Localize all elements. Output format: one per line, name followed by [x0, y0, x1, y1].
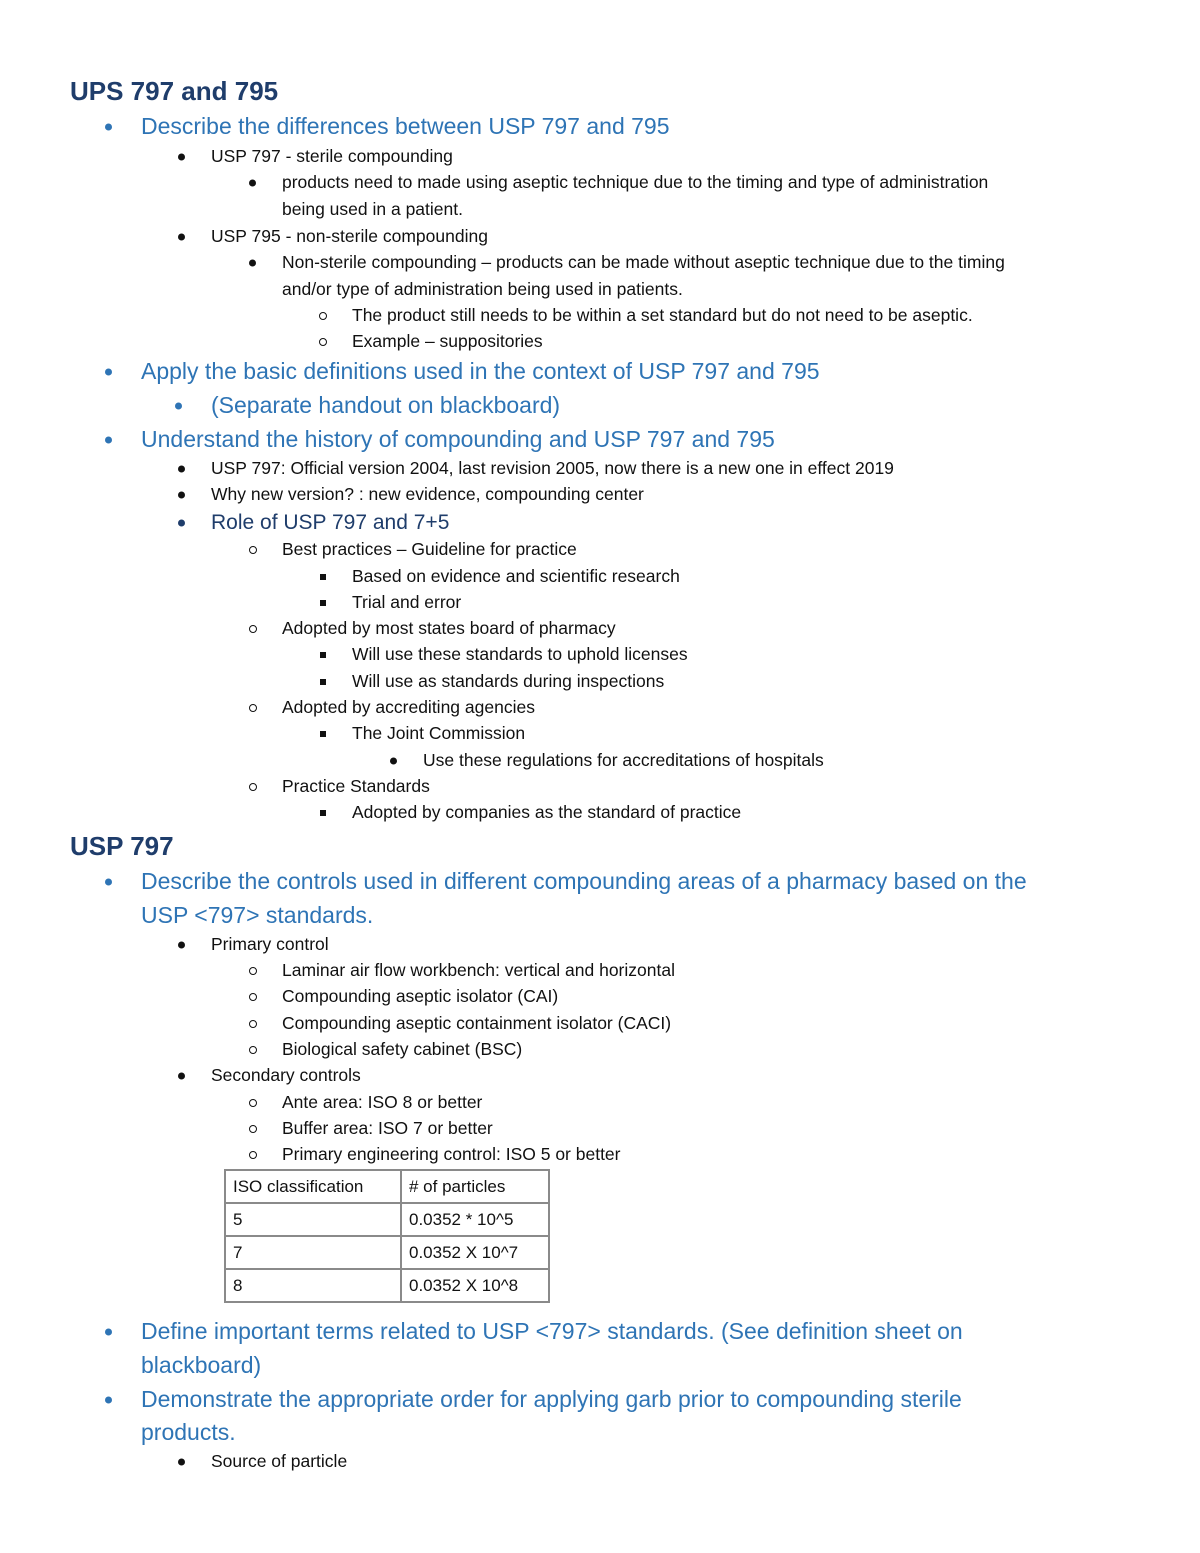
- list-item: USP 797: Official version 2004, last revision 2005, now there is a new one in effect 2019: [211, 460, 894, 478]
- list-item: (Separate handout on blackboard): [211, 394, 560, 417]
- bullet-icon: [105, 123, 112, 130]
- bullet-icon: [178, 941, 185, 948]
- bullet-icon: [249, 1099, 257, 1107]
- bullet-icon: [249, 1020, 257, 1028]
- objective-history: Understand the history of compounding and USP 797 and 795: [141, 428, 775, 451]
- bullet-icon: [319, 312, 327, 320]
- table-header-cell: ISO classification: [225, 1170, 401, 1203]
- objective-define-terms: Define important terms related to USP <797> standards. (See definition sheet on: [141, 1320, 963, 1343]
- objective-continuation: USP <797> standards.: [141, 902, 374, 928]
- list-item-continuation: being used in a patient.: [282, 199, 463, 219]
- list-item: Compounding aseptic isolator (CAI): [282, 988, 558, 1006]
- list-item: Trial and error: [352, 594, 461, 612]
- list-item: The Joint Commission: [352, 725, 525, 743]
- bullet-icon: [105, 1328, 112, 1335]
- list-item: Adopted by accrediting agencies: [282, 699, 535, 717]
- list-item: Non-sterile compounding – products can be made without aseptic technique due to the timing: [282, 254, 1005, 272]
- table-cell: 8: [225, 1269, 401, 1302]
- bullet-icon: [105, 878, 112, 885]
- list-item: products need to made using aseptic technique due to the timing and type of administration: [282, 174, 988, 192]
- bullet-icon: [178, 519, 185, 526]
- table-cell: 7: [225, 1236, 401, 1269]
- bullet-icon: [390, 757, 397, 764]
- section-heading-usp-797: USP 797: [70, 831, 174, 861]
- bullet-icon: [320, 652, 326, 658]
- table-cell: 0.0352 X 10^7: [401, 1236, 549, 1269]
- list-item: Practice Standards: [282, 778, 430, 796]
- list-item: USP 797 - sterile compounding: [211, 148, 453, 166]
- table-cell: 5: [225, 1203, 401, 1236]
- list-item: Best practices – Guideline for practice: [282, 541, 577, 559]
- list-item: Why new version? : new evidence, compounding center: [211, 486, 644, 504]
- list-item-continuation: and/or type of administration being used in patients.: [282, 279, 683, 299]
- list-item: The product still needs to be within a set standard but do not need to be aseptic.: [352, 307, 973, 325]
- list-item: Example – suppositories: [352, 333, 543, 351]
- table-header-row: [225, 1170, 549, 1203]
- objective-definitions: Apply the basic definitions used in the context of USP 797 and 795: [141, 360, 820, 383]
- list-item: Source of particle: [211, 1453, 347, 1471]
- bullet-icon: [178, 465, 185, 472]
- bullet-icon: [178, 233, 185, 240]
- list-item: Buffer area: ISO 7 or better: [282, 1120, 493, 1138]
- bullet-icon: [178, 1072, 185, 1079]
- objective-garb-order: Demonstrate the appropriate order for applying garb prior to compounding sterile: [141, 1388, 962, 1411]
- list-item: Biological safety cabinet (BSC): [282, 1041, 522, 1059]
- bullet-icon: [249, 1046, 257, 1054]
- bullet-icon: [249, 783, 257, 791]
- bullet-icon: [249, 259, 256, 266]
- objective-continuation: products.: [141, 1419, 236, 1445]
- list-item: Based on evidence and scientific research: [352, 568, 680, 586]
- bullet-icon: [105, 1396, 112, 1403]
- list-item: Laminar air flow workbench: vertical and horizontal: [282, 962, 675, 980]
- bullet-icon: [249, 967, 257, 975]
- bullet-icon: [178, 153, 185, 160]
- objective-differences: Describe the differences between USP 797 and 795: [141, 115, 670, 138]
- table-cell: 0.0352 X 10^8: [401, 1269, 549, 1302]
- list-item: Secondary controls: [211, 1067, 361, 1085]
- list-item: USP 795 - non-sterile compounding: [211, 228, 488, 246]
- bullet-icon: [249, 1125, 257, 1133]
- list-item: Will use as standards during inspections: [352, 673, 664, 691]
- bullet-icon: [320, 810, 326, 816]
- bullet-icon: [249, 993, 257, 1001]
- list-item: Ante area: ISO 8 or better: [282, 1094, 482, 1112]
- section-heading-ups-797-795: UPS 797 and 795: [70, 76, 279, 106]
- bullet-icon: [178, 491, 185, 498]
- bullet-icon: [105, 436, 112, 443]
- list-item: Adopted by most states board of pharmacy: [282, 620, 616, 638]
- bullet-icon: [320, 600, 326, 606]
- list-item: Role of USP 797 and 7+5: [211, 512, 449, 533]
- bullet-icon: [320, 679, 326, 685]
- list-item: Adopted by companies as the standard of practice: [352, 804, 741, 822]
- list-item: Primary control: [211, 936, 329, 954]
- bullet-icon: [249, 704, 257, 712]
- bullet-icon: [319, 338, 327, 346]
- table-row: [225, 1269, 549, 1302]
- bullet-icon: [249, 625, 257, 633]
- table-cell: 0.0352 * 10^5: [401, 1203, 549, 1236]
- table-row: [225, 1236, 549, 1269]
- bullet-icon: [175, 402, 182, 409]
- bullet-icon: [249, 1151, 257, 1159]
- list-item: Primary engineering control: ISO 5 or better: [282, 1146, 621, 1164]
- table-header-cell: # of particles: [401, 1170, 549, 1203]
- table-row: [225, 1203, 549, 1236]
- bullet-icon: [178, 1458, 185, 1465]
- list-item: Use these regulations for accreditations of hospitals: [423, 752, 824, 770]
- objective-continuation: blackboard): [141, 1352, 262, 1378]
- list-item: Compounding aseptic containment isolator (CACI): [282, 1015, 671, 1033]
- bullet-icon: [320, 731, 326, 737]
- bullet-icon: [320, 574, 326, 580]
- objective-controls: Describe the controls used in different compounding areas of a pharmacy based on the: [141, 870, 1027, 893]
- bullet-icon: [105, 368, 112, 375]
- iso-classification-table: [224, 1169, 550, 1303]
- bullet-icon: [249, 546, 257, 554]
- bullet-icon: [249, 179, 256, 186]
- list-item: Will use these standards to uphold licenses: [352, 646, 688, 664]
